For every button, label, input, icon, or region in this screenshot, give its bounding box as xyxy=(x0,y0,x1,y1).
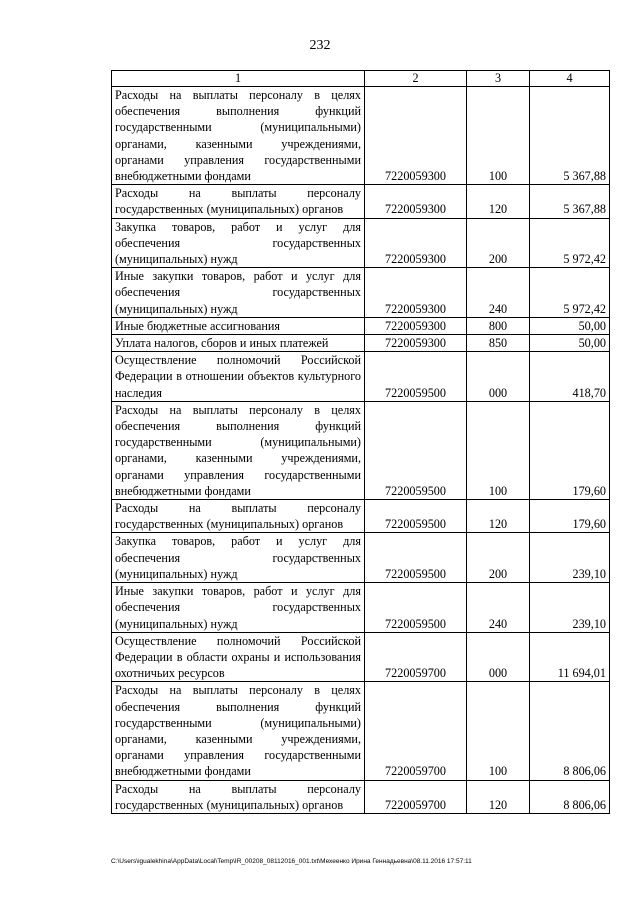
row-expense-type: 100 xyxy=(467,401,530,499)
row-code: 7220059300 xyxy=(365,335,467,352)
row-amount: 179,60 xyxy=(530,500,610,533)
row-expense-type: 120 xyxy=(467,780,530,813)
row-expense-type: 000 xyxy=(467,632,530,682)
table-row xyxy=(112,401,610,499)
row-code: 7220059700 xyxy=(365,632,467,682)
row-expense-type: 100 xyxy=(467,87,530,185)
column-header-1: 1 xyxy=(112,71,365,87)
row-amount: 5 367,88 xyxy=(530,87,610,185)
column-header-3: 3 xyxy=(467,71,530,87)
row-code: 7220059500 xyxy=(365,533,467,583)
row-code: 7220059300 xyxy=(365,185,467,218)
table-row xyxy=(112,268,610,318)
row-amount: 8 806,06 xyxy=(530,780,610,813)
table-body xyxy=(112,87,610,814)
row-expense-type: 850 xyxy=(467,335,530,352)
row-code: 7220059300 xyxy=(365,87,467,185)
row-amount: 179,60 xyxy=(530,401,610,499)
row-code: 7220059700 xyxy=(365,780,467,813)
table-row xyxy=(112,335,610,352)
row-name: Иные закупки товаров, работ и услуг для обеспечения государственных (муниципальных) нужд xyxy=(112,268,365,318)
row-amount: 8 806,06 xyxy=(530,682,610,780)
row-code: 7220059500 xyxy=(365,500,467,533)
table-row xyxy=(112,352,610,402)
row-amount: 5 367,88 xyxy=(530,185,610,218)
column-header-2: 2 xyxy=(365,71,467,87)
row-amount: 5 972,42 xyxy=(530,268,610,318)
row-code: 7220059700 xyxy=(365,682,467,780)
row-name: Расходы на выплаты персоналу государственных (муниципальных) органов xyxy=(112,185,365,218)
row-name: Осуществление полномочий Российской Федерации в отношении объектов культурного наследия xyxy=(112,352,365,402)
row-expense-type: 800 xyxy=(467,317,530,334)
table-row xyxy=(112,218,610,268)
row-name: Осуществление полномочий Российской Федерации в области охраны и использования охотничьих ресурсов xyxy=(112,632,365,682)
row-name: Расходы на выплаты персоналу государственных (муниципальных) органов xyxy=(112,500,365,533)
table-header-row xyxy=(112,71,610,87)
row-amount: 5 972,42 xyxy=(530,218,610,268)
row-name: Расходы на выплаты персоналу государственных (муниципальных) органов xyxy=(112,780,365,813)
row-name: Закупка товаров, работ и услуг для обеспечения государственных (муниципальных) нужд xyxy=(112,218,365,268)
table-row xyxy=(112,583,610,633)
column-header-4: 4 xyxy=(530,71,610,87)
table-row xyxy=(112,185,610,218)
row-name: Иные бюджетные ассигнования xyxy=(112,317,365,334)
table-row xyxy=(112,780,610,813)
row-expense-type: 240 xyxy=(467,268,530,318)
row-code: 7220059500 xyxy=(365,583,467,633)
row-name: Закупка товаров, работ и услуг для обеспечения государственных (муниципальных) нужд xyxy=(112,533,365,583)
budget-table xyxy=(111,70,610,814)
row-name: Расходы на выплаты персоналу в целях обеспечения выполнения функций государственными (муниципальными) органами, казенными учреждениями, органами управления государственными внебюджетными фондами xyxy=(112,682,365,780)
row-expense-type: 120 xyxy=(467,185,530,218)
row-code: 7220059300 xyxy=(365,268,467,318)
row-code: 7220059300 xyxy=(365,317,467,334)
row-expense-type: 000 xyxy=(467,352,530,402)
row-amount: 50,00 xyxy=(530,335,610,352)
row-name: Расходы на выплаты персоналу в целях обеспечения выполнения функций государственными (муниципальными) органами, казенными учреждениями, органами управления государственными внебюджетными фондами xyxy=(112,401,365,499)
row-amount: 239,10 xyxy=(530,583,610,633)
row-code: 7220059500 xyxy=(365,401,467,499)
row-expense-type: 100 xyxy=(467,682,530,780)
row-expense-type: 200 xyxy=(467,533,530,583)
table-row xyxy=(112,317,610,334)
table-row xyxy=(112,632,610,682)
row-name: Расходы на выплаты персоналу в целях обеспечения выполнения функций государственными (муниципальными) органами, казенными учреждениями, органами управления государственными внебюджетными фондами xyxy=(112,87,365,185)
row-amount: 11 694,01 xyxy=(530,632,610,682)
table-row xyxy=(112,682,610,780)
row-name: Уплата налогов, сборов и иных платежей xyxy=(112,335,365,352)
row-expense-type: 200 xyxy=(467,218,530,268)
table-row xyxy=(112,87,610,185)
row-amount: 418,70 xyxy=(530,352,610,402)
table-row xyxy=(112,533,610,583)
row-expense-type: 120 xyxy=(467,500,530,533)
row-expense-type: 240 xyxy=(467,583,530,633)
row-code: 7220059500 xyxy=(365,352,467,402)
row-name: Иные закупки товаров, работ и услуг для обеспечения государственных (муниципальных) нужд xyxy=(112,583,365,633)
row-amount: 50,00 xyxy=(530,317,610,334)
table-row xyxy=(112,500,610,533)
file-path-footer: C:\Users\igualekhina\AppData\Local\Temp\IR_00208_08112016_001.txt\Мехеенко Ирина Геннадьевна\08.11.2016 17:57:11 xyxy=(111,858,472,865)
row-amount: 239,10 xyxy=(530,533,610,583)
page-number: 232 xyxy=(309,38,331,53)
row-code: 7220059300 xyxy=(365,218,467,268)
